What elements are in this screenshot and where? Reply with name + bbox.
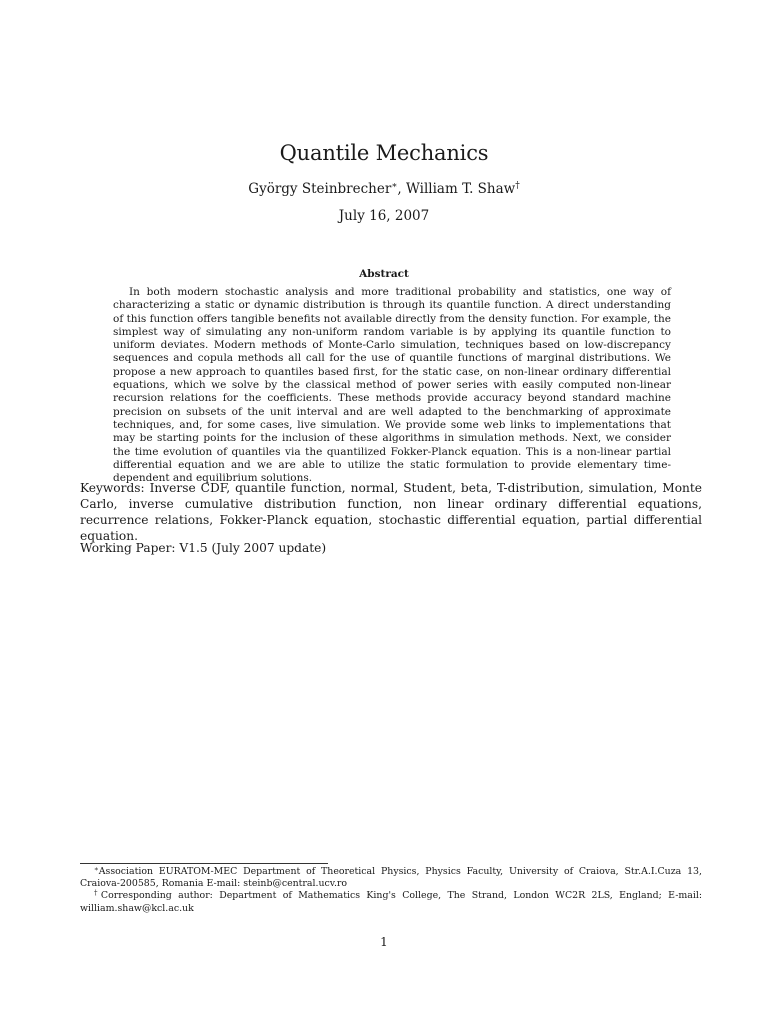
abstract-heading: Abstract: [359, 268, 409, 280]
footnotes: [80, 866, 702, 915]
working-paper-note: Working Paper: V1.5 (July 2007 update): [80, 541, 327, 555]
page-number: 1: [380, 935, 388, 949]
footnote-text: Association EURATOM-MEC Department of Theoretical Physics, Physics Faculty, University of Craiova, Str.A.I.Cuza 13, Craiova-200585, Romania E-mail: steinb@central.ucv.ro: [80, 866, 702, 890]
footnote-mark: †: [94, 889, 101, 898]
footnote-divider: [80, 863, 328, 864]
footnote: [80, 890, 702, 914]
author-line: [0, 180, 768, 198]
author-separator: ,: [397, 181, 407, 197]
affiliation-mark: †: [515, 181, 520, 191]
footnote: [80, 866, 702, 890]
footnote-mark: ∗: [94, 865, 99, 873]
paper-title: Quantile Mechanics: [279, 141, 489, 165]
keywords-paragraph: Keywords: Inverse CDF, quantile function, normal, Student, beta, T-distribution, simulation, Monte Carlo, inverse cumulative distribution function, non linear ordinary differential equations, recurrence relations, Fokker-Planck equation, stochastic differential equation, partial differential equation.: [80, 481, 702, 543]
footnote-text: Corresponding author: Department of Mathematics King's College, The Strand, London WC2R 2LS, England; E-mail: william.shaw@kcl.ac.uk: [80, 890, 702, 914]
abstract-body: In both modern stochastic analysis and more traditional probability and statistics, one way of characterizing a static or dynamic distribution is through its quantile function. A direct understanding of this function offers tangible benefits not available directly from the density function. For example, the simplest way of simulating any non-uniform random variable is by applying its quantile function to uniform deviates. Modern methods of Monte-Carlo simulation, techniques based on low-discrepancy sequences and copula methods all call for the use of quantile functions of marginal distributions. We propose a new approach to quantiles based first, for the static case, on non-linear ordinary differential equations, which we solve by the classical method of power series with easily computed non-linear recursion relations for the coefficients. These methods provide accuracy beyond standard machine precision on subsets of the unit interval and are well adapted to the benchmarking of approximate techniques, and, for some cases, live simulation. We provide some web links to implementations that may be starting points for the inclusion of these algorithms in simulation methods. Next, we consider the time evolution of quantiles via the quantilized Fokker-Planck equation. This is a non-linear partial differential equation and we are able to utilize the static formulation to provide elementary time-dependent and equilibrium solutions.: [113, 286, 671, 485]
paper-date: July 16, 2007: [338, 208, 430, 224]
author-name: William T. Shaw: [406, 181, 516, 197]
author-name: György Steinbrecher: [248, 181, 392, 197]
affiliation-mark: ∗: [391, 181, 398, 191]
